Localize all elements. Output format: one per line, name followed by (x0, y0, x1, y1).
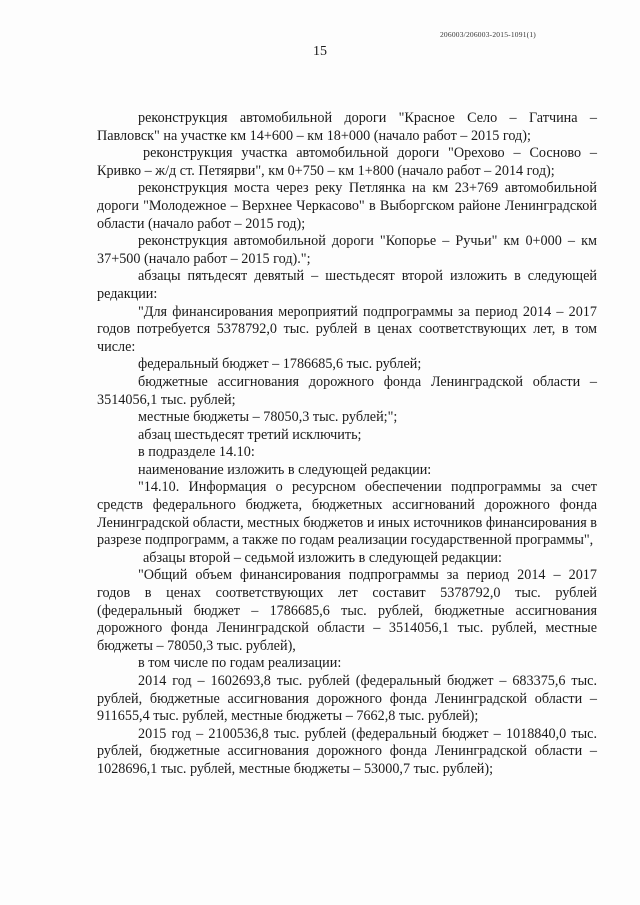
paragraph-16: в том числе по годам реализации: (138, 655, 342, 672)
paragraph-8: бюджетные ассигнования дорожного фонда Ленинградской области – 3514056,1 тыс. рублей; (97, 373, 597, 408)
paragraph-3: реконструкция моста через реку Петлянка на км 23+769 автомобильной дороги "Молодежное – Верхнее Черкасово" в Выборгском районе Ленинградской области (начало работ – 2015 год); (97, 180, 597, 232)
document-body (97, 110, 597, 779)
paragraph-7: федеральный бюджет – 1786685,6 тыс. рублей; (138, 356, 422, 373)
page-number: 15 (313, 44, 327, 59)
paragraph-2: реконструкция участка автомобильной дороги "Орехово – Сосново – Кривко – ж/д ст. Петяярви", км 0+750 – км 1+800 (начало работ – 2014 год); (97, 145, 597, 179)
paragraph-13: "14.10. Информация о ресурсном обеспечении подпрограммы за счет средств федерального бюджета, бюджетных ассигнований дорожного фонда Ленинградской области, местных бюджетов и иных источников финансирования в разрезе подпрограмм, а также по годам реализации государственной программы", (97, 479, 597, 549)
paragraph-17: 2014 год – 1602693,8 тыс. рублей (федеральный бюджет – 683375,6 тыс. рублей, бюджетные ассигнования дорожного фонда Ленинградской области – 911655,4 тыс. рублей, местные бюджеты – 7662,8 тыс. рублей); (97, 673, 597, 725)
paragraph-1: реконструкция автомобильной дороги "Красное Село – Гатчина – Павловск" на участке км 14+600 – км 18+000 (начало работ – 2015 год); (97, 110, 597, 144)
document-code: 206003/206003-2015-1091(1) (439, 30, 536, 39)
paragraph-10: абзац шестьдесят третий исключить; (138, 426, 362, 443)
paragraph-9: местные бюджеты – 78050,3 тыс. рублей;"; (138, 409, 398, 426)
paragraph-18: 2015 год – 2100536,8 тыс. рублей (федеральный бюджет – 1018840,0 тыс. рублей, бюджетные ассигнования дорожного фонда Ленинградской области – 1028696,1 тыс. рублей, местные бюджеты – 53000,7 тыс. рублей); (97, 725, 597, 777)
paragraph-15: "Общий объем финансирования подпрограммы за период 2014 – 2017 годов в ценах соответствующих лет составит 5378792,0 тыс. рублей (федеральный бюджет – 1786685,6 тыс. рублей, бюджетные ассигнования дорожного фонда Ленинградской области – 3514056,1 тыс. рублей, местные бюджеты – 78050,3 тыс. рублей), (97, 567, 597, 654)
paragraph-4: реконструкция автомобильной дороги "Копорье – Ручьи" км 0+000 – км 37+500 (начало работ – 2015 год)."; (97, 233, 597, 267)
paragraph-11: в подразделе 14.10: (138, 444, 255, 461)
paragraph-12: наименование изложить в следующей редакции: (138, 461, 432, 478)
paragraph-6: "Для финансирования мероприятий подпрограммы за период 2014 – 2017 годов потребуется 5378792,0 тыс. рублей в ценах соответствующих лет, в том числе: (97, 303, 597, 355)
paragraph-14: абзацы второй – седьмой изложить в следующей редакции: (143, 549, 502, 566)
paragraph-5: абзацы пятьдесят девятый – шестьдесят второй изложить в следующей редакции: (97, 268, 597, 302)
